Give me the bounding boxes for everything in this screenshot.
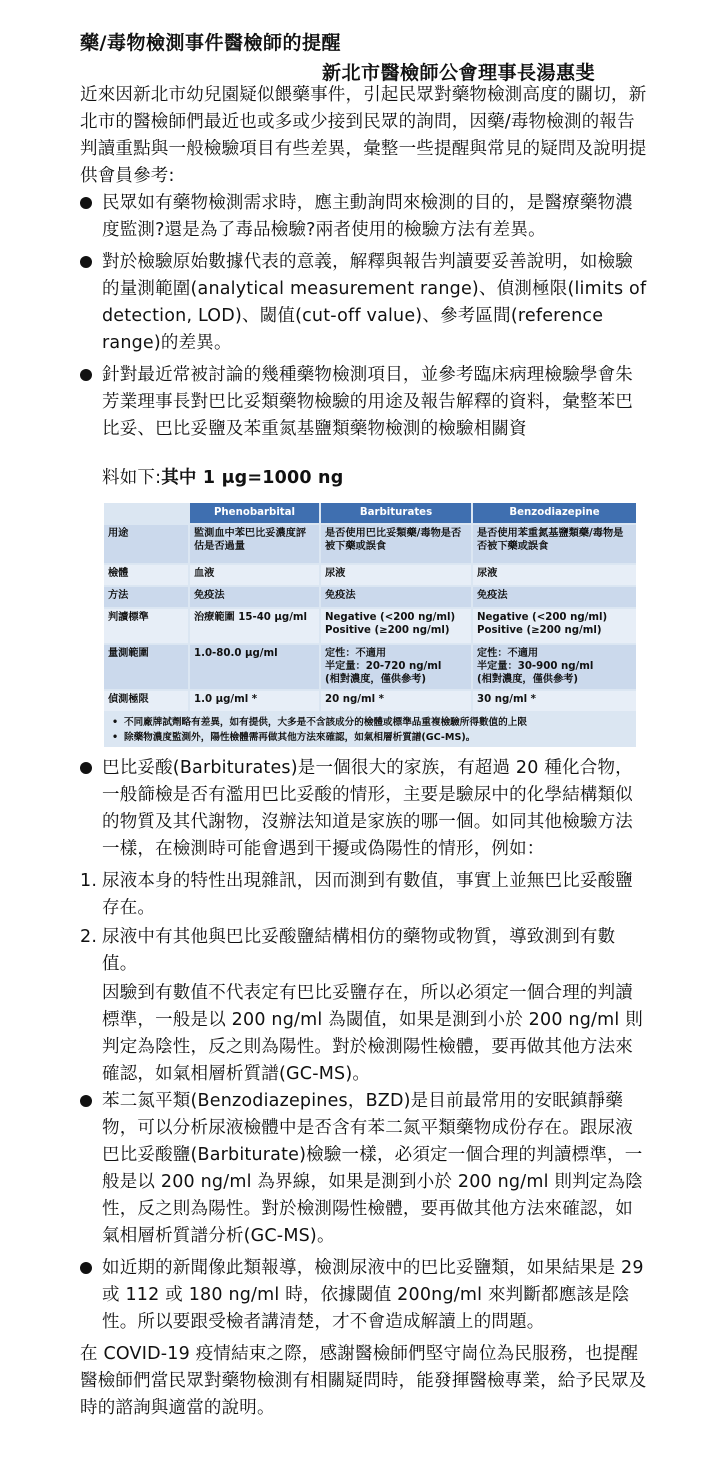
numbered-item: 1. 尿液本身的特性出現雜訊，因而測到有數值，事實上並無巴比妥酸鹽存在。 bbox=[80, 871, 633, 918]
bullet-item: 民眾如有藥物檢測需求時，應主動詢問來檢測的目的，是醫療藥物濃度監測?還是為了毒品檢驗?兩者使用的檢驗方法有差異。 bbox=[80, 190, 648, 244]
table-cell: 30 ng/ml * bbox=[473, 691, 636, 711]
drug-test-table bbox=[104, 503, 636, 747]
table-cell: 方法 bbox=[104, 587, 188, 607]
bullet-dot-icon bbox=[80, 762, 92, 774]
table-header-row bbox=[104, 503, 636, 523]
table-row bbox=[104, 691, 636, 711]
intro-paragraph: 近來因新北市幼兒園疑似餵藥事件，引起民眾對藥物檢測高度的關切，新北市的醫檢師們最近也或多或少接到民眾的詢問，因藥/毒物檢測的報告判讀重點與一般檢驗項目有些差異，彙整一些提醒與常見的疑問及說明提供會員參考: bbox=[80, 85, 647, 186]
table-cell: 20 ng/ml * bbox=[321, 691, 471, 711]
table-cell: 免疫法 bbox=[473, 587, 636, 607]
table-row bbox=[104, 565, 636, 585]
table-cell: 1.0-80.0 μg/ml bbox=[190, 645, 319, 689]
table-cell: 定性：不適用 半定量：20-720 ng/ml (相對濃度，僅供參考) bbox=[321, 645, 471, 689]
table-cell: 免疫法 bbox=[190, 587, 319, 607]
table-cell: 是否使用巴比妥類藥/毒物是否被下藥或誤食 bbox=[321, 525, 471, 563]
table-cell: 定性：不適用 半定量：30-900 ng/ml (相對濃度，僅供參考) bbox=[473, 645, 636, 689]
table-row bbox=[104, 525, 636, 563]
table-cell: 血液 bbox=[190, 565, 319, 585]
table-cell: 量測範圍 bbox=[104, 645, 188, 689]
bullet-dot-icon bbox=[80, 369, 92, 381]
numbered-item: 2. 尿液中有其他與巴比妥酸鹽結構相仿的藥物或物質，導致測到有數值。 bbox=[80, 927, 616, 974]
document-author: 新北市醫檢師公會理事長湯惠斐 bbox=[322, 62, 596, 84]
table-cell: 免疫法 bbox=[321, 587, 471, 607]
document-title: 藥/毒物檢測事件醫檢師的提醒 bbox=[80, 32, 341, 54]
table-notes bbox=[110, 715, 630, 745]
numbered-item-note: 因驗到有數值不代表定有巴比妥鹽存在，所以必須定一個合理的判讀標準，一般是以 200 ng/ml 為閾值，如果是測到小於 200 ng/ml 則判定為陰性，反之則為陽性。對於檢測陽性檢體，要再做其他方法來確認，如氣相層析質譜(GC-MS)。 bbox=[102, 983, 643, 1084]
table-cell: 判讀標準 bbox=[104, 609, 188, 643]
table-cell: 治療範圍 15-40 μg/ml bbox=[190, 609, 319, 643]
table-cell: 是否使用苯重氮基鹽類藥/毒物是否被下藥或誤食 bbox=[473, 525, 636, 563]
table-header-cell: Barbiturates bbox=[321, 503, 471, 523]
bullet-item: 對於檢驗原始數據代表的意義，解釋與報告判讀要妥善說明，如檢驗的量測範圍(analytical measurement range)、偵測極限(limits of detection, LOD)、閾值(cut-off value)、參考區間(reference range)的差異。 bbox=[80, 249, 648, 357]
bullet-dot-icon bbox=[80, 1262, 92, 1274]
bullet-item: 針對最近常被討論的幾種藥物檢測項目，並參考臨床病理檢驗學會朱芳業理事長對巴比妥類藥物檢驗的用途及報告解釋的資料，彙整苯巴比妥、巴比妥鹽及苯重氮基鹽類藥物檢測的檢驗相關資 料如下:其中 1 μg=1000 ng bbox=[80, 362, 648, 492]
table-row bbox=[104, 609, 636, 643]
table-row bbox=[104, 645, 636, 689]
bullet-dot-icon bbox=[80, 1095, 92, 1107]
table-cell: Negative (<200 ng/ml) Positive (≥200 ng/ml) bbox=[473, 609, 636, 643]
table-header-cell: Phenobarbital bbox=[190, 503, 319, 523]
bullet-item: 苯二氮平類(Benzodiazepines，BZD)是目前最常用的安眠鎮靜藥物，可以分析尿液檢體中是否含有苯二氮平類藥物成份存在。跟尿液巴比妥酸鹽(Barbiturate)檢驗一樣，必須定一個合理的判讀標準，一般是以 200 ng/ml 為界線，如果是測到小於 200 ng/ml 則判定為陰性，反之則為陽性。對於檢測陽性檢體，要再做其他方法來確認，如氣相層析質譜分析(GC-MS)。 bbox=[80, 1088, 648, 1250]
table-note: • 不同廠牌試劑略有差異，如有提供，大多是不含該成分的檢體或標準品重複檢驗所得數值的上限 bbox=[110, 715, 630, 730]
bullet-item: 如近期的新聞像此類報導，檢測尿液中的巴比妥鹽類，如果結果是 29 或 112 或 180 ng/ml 時，依據閾值 200ng/ml 來判斷都應該是陰性。所以要跟受檢者講清楚，才不會造成解讀上的問題。 bbox=[80, 1255, 648, 1336]
table-cell: 1.0 μg/ml * bbox=[190, 691, 319, 711]
table-cell: 尿液 bbox=[473, 565, 636, 585]
bullet-dot-icon bbox=[80, 197, 92, 209]
table-cell: 檢體 bbox=[104, 565, 188, 585]
closing-paragraph: 在 COVID-19 疫情結束之際，感謝醫檢師們堅守崗位為民服務，也提醒醫檢師們當民眾對藥物檢測有相關疑問時，能發揮醫檢專業，給予民眾及時的諮詢與適當的說明。 bbox=[80, 1344, 647, 1418]
table-cell: 用途 bbox=[104, 525, 188, 563]
bullet-dot-icon bbox=[80, 256, 92, 268]
table-header-cell bbox=[104, 503, 188, 523]
table-cell: 監測血中苯巴比妥濃度評估是否過量 bbox=[190, 525, 319, 563]
section-two bbox=[80, 755, 648, 1422]
table-header-cell: Benzodiazepine bbox=[473, 503, 636, 523]
table-cell: 尿液 bbox=[321, 565, 471, 585]
table-cell: 偵測極限 bbox=[104, 691, 188, 711]
table-cell: Negative (<200 ng/ml) Positive (≥200 ng/ml) bbox=[321, 609, 471, 643]
bullet-tail: 料如下:其中 1 μg=1000 ng bbox=[102, 468, 344, 488]
bullet-list bbox=[80, 190, 648, 497]
table-row bbox=[104, 587, 636, 607]
table-note: • 除藥物濃度監測外，陽性檢體需再做其他方法來確認，如氣相層析質譜(GC-MS)。 bbox=[110, 730, 630, 745]
bullet-item: 巴比妥酸(Barbiturates)是一個很大的家族，有超過 20 種化合物，一般篩檢是否有濫用巴比妥酸的情形，主要是驗尿中的化學結構類似的物質及其代謝物，沒辦法知道是家族的哪一個。如同其他檢驗方法一樣，在檢測時可能會遇到干擾或偽陽性的情形，例如： bbox=[80, 755, 648, 863]
